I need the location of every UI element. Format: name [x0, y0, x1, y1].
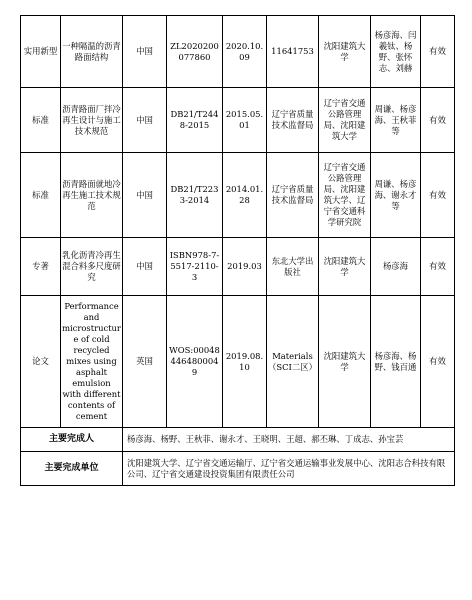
authorization-cell: 辽宁省质量技术监督局 [267, 88, 319, 153]
date-cell: 2020.10.09 [223, 16, 267, 88]
country-cell: 中国 [123, 88, 167, 153]
authorization-cell: 辽宁省质量技术监督局 [267, 153, 319, 238]
table-row [21, 238, 455, 296]
authorization-cell: Materials（SCI二区） [267, 296, 319, 428]
authorization-cell: 东北大学出版社 [267, 238, 319, 296]
inventors-cell: 杨彦海、闫羲钛、杨野、张怀志、刘赫 [371, 16, 421, 88]
country-cell: 中国 [123, 238, 167, 296]
achievement-table [20, 15, 455, 486]
date-cell: 2015.05.01 [223, 88, 267, 153]
type-cell: 实用新型 [21, 16, 61, 88]
main-units-row [21, 452, 455, 486]
type-cell: 论文 [21, 296, 61, 428]
country-cell: 中国 [123, 16, 167, 88]
holder-cell: 辽宁省交通公路管理局、沈阳建筑大学、辽宁省交通科学研究院 [319, 153, 371, 238]
table-row [21, 16, 455, 88]
table-row [21, 296, 455, 428]
number-cell: DB21/T2448-2015 [167, 88, 223, 153]
main-people-label: 主要完成人 [21, 428, 123, 452]
main-people-value: 杨彦海、杨野、王秋菲、谢永才、王晓明、王超、郝丕琳、丁成志、孙宝芸 [123, 428, 455, 452]
type-cell: 专著 [21, 238, 61, 296]
type-cell: 标准 [21, 153, 61, 238]
type-cell: 标准 [21, 88, 61, 153]
main-units-label: 主要完成单位 [21, 452, 123, 486]
title-cell: 沥青路面就地冷再生施工技术规范 [61, 153, 123, 238]
number-cell: WOS:000484464800049 [167, 296, 223, 428]
number-cell: DB21/T2233-2014 [167, 153, 223, 238]
date-cell: 2019.03 [223, 238, 267, 296]
holder-cell: 沈阳建筑大学 [319, 296, 371, 428]
title-cell: Performance and microstructure of cold recycled mixes using asphalt emulsion with different contents of cement [61, 296, 123, 428]
number-cell: ISBN978-7-5517-2110-3 [167, 238, 223, 296]
table-row [21, 153, 455, 238]
country-cell: 英国 [123, 296, 167, 428]
date-cell: 2014.01.28 [223, 153, 267, 238]
holder-cell: 沈阳建筑大学 [319, 238, 371, 296]
title-cell: 沥青路面厂拌冷再生设计与施工技术规范 [61, 88, 123, 153]
title-cell: 乳化沥青冷再生混合料多尺度研究 [61, 238, 123, 296]
country-cell: 中国 [123, 153, 167, 238]
authorization-cell: 11641753 [267, 16, 319, 88]
status-cell: 有效 [421, 88, 455, 153]
status-cell: 有效 [421, 153, 455, 238]
main-people-row [21, 428, 455, 452]
status-cell: 有效 [421, 16, 455, 88]
inventors-cell: 周谦、杨彦海、谢永才等 [371, 153, 421, 238]
inventors-cell: 周谦、杨彦海、王秋菲等 [371, 88, 421, 153]
status-cell: 有效 [421, 238, 455, 296]
table-row [21, 88, 455, 153]
title-cell: 一种隔温的沥青路面结构 [61, 16, 123, 88]
inventors-cell: 杨彦海 [371, 238, 421, 296]
holder-cell: 沈阳建筑大学 [319, 16, 371, 88]
inventors-cell: 杨彦海、杨野、钱百通 [371, 296, 421, 428]
status-cell: 有效 [421, 296, 455, 428]
main-units-value: 沈阳建筑大学、辽宁省交通运输厅、辽宁省交通运输事业发展中心、沈阳志合科技有限公司、辽宁省交通建设投资集团有限责任公司 [123, 452, 455, 486]
holder-cell: 辽宁省交通公路管理局、沈阳建筑大学 [319, 88, 371, 153]
number-cell: ZL2020200077860 [167, 16, 223, 88]
date-cell: 2019.08.10 [223, 296, 267, 428]
